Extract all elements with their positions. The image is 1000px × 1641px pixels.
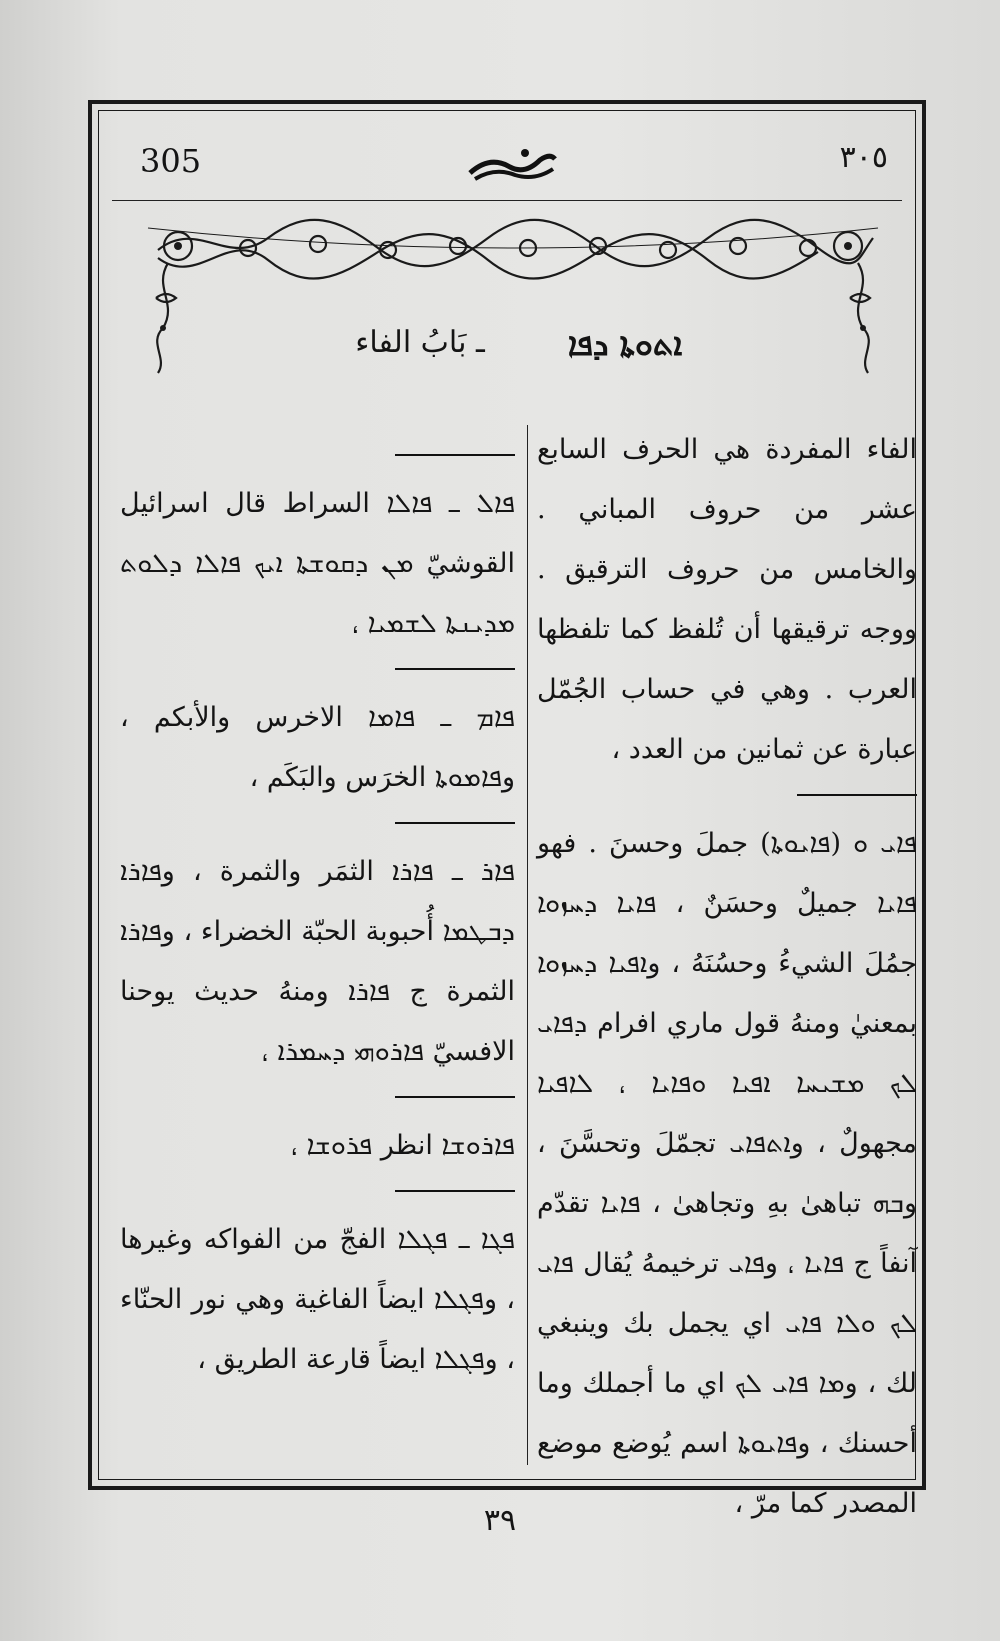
- header-letter-glyph: [465, 145, 560, 185]
- entry-separator: [395, 822, 515, 824]
- footer-page-number: ٣٩: [483, 1503, 517, 1538]
- column-divider: [527, 425, 528, 1465]
- entry-separator: [395, 454, 515, 456]
- dictionary-entry: ܦܐܪܘܫܐ انظر ܦܪܘܫܐ ،: [290, 1130, 515, 1161]
- right-column: [537, 420, 917, 1534]
- dictionary-entry: ܦܓܐ ـ ܦܓܠܐ الفجّ من الفواكه وغيرها ، وܦܓܠܐ ايضاً الفاغية وهي نور الحنّاء ، وܦܓܠܐ ايضاً قارعة الطريق ،: [120, 1224, 515, 1375]
- dictionary-entry: ܦܐܡ ـ ܦܐܡܐ الاخرس والأبكم ، وܦܐܡܘܬܐ الخرَس والبَكَم ،: [120, 702, 515, 793]
- page-number-latin: 305: [140, 142, 202, 180]
- header-rule: [112, 200, 902, 201]
- chapter-title-arabic: ـ بَابُ الفاء: [355, 325, 485, 360]
- intro-paragraph: الفاء المفردة هي الحرف السابع عشر من حروف المباني . والخامس من حروف الترقيق . ووجه ترقيقها أن تُلفظ كما تلفظها العرب . وهي في حساب الجُمّل عبارة عن ثمانين من العدد ،: [537, 434, 917, 765]
- dictionary-entry: ܦܐܠ ـ ܦܐܠܐ السراط قال اسرائيل القوشيّ ܡܢ ܕܩܘܫܬܐ ܐܝܟ ܦܐܠܐ ܕܠܘܬ ܡܕܝܢܬܐ ܠܫܡܝܐ ،: [120, 488, 515, 639]
- entry-separator: [797, 794, 917, 796]
- entry-separator: [395, 668, 515, 670]
- dictionary-entry: ܦܐܪ ـ ܦܐܪܐ الثمَر والثمرة ، وܦܐܪܐ ܕܒܛܡܐ أُحبوبة الحبّة الخضراء ، وܦܐܪܐ الثمرة ج ܦܐܪܐ ومنهُ حديث يوحنا الافسيّ ܦܐܪܘܗܝ ܕܚܡܪܐ ،: [120, 856, 515, 1067]
- chapter-title-syriac: ܐܬܘܬܐ ܕܦܐ: [567, 325, 683, 363]
- entry-separator: [395, 1190, 515, 1192]
- left-column: [120, 440, 515, 1390]
- entry-separator: [395, 1096, 515, 1098]
- dictionary-entry: ܦܐܝ ܘ (ܦܐܝܘܬܐ) جملَ وحسنَ . فهو ܦܐܝܐ جميلٌ وحسَنٌ ، ܦܐܝܐ ܕܚܙܘܐ جمُلَ الشيءُ وحسُنَهُ ، وܐܦܝܐ ܕܚܙܘܐ بمعنيٰ ومنهُ قول ماري افرام ܕܦܐܝ ܠܟ ܡܫܝܚܐ ܐܦܝܐ ܘܦܐܝܐ ، ܠܐܦܝܐ مجهولٌ ، وܐܬܦܐܝ تجمّلَ وتحسَّنَ ، وܒܗ تباهىٰ بهِ وتجاهىٰ ، ܦܐܝܐ تقدّم آنفاً ج ܦܐܝܐ ، وܦܐܝ ترخيمهُ يُقال ܦܐܝ ܠܟ ܘܠܐ ܦܐܝ اي يجمل بك وينبغي لك ، وܡܐ ܦܐܝ ܠܟ اي ما أجملك وما أحسنك ، وܦܐܝܘܬܐ اسم يُوضع موضع المصدر كما مرّ ،: [537, 828, 917, 1519]
- page-number-arabic: ٣٠٥: [839, 140, 888, 175]
